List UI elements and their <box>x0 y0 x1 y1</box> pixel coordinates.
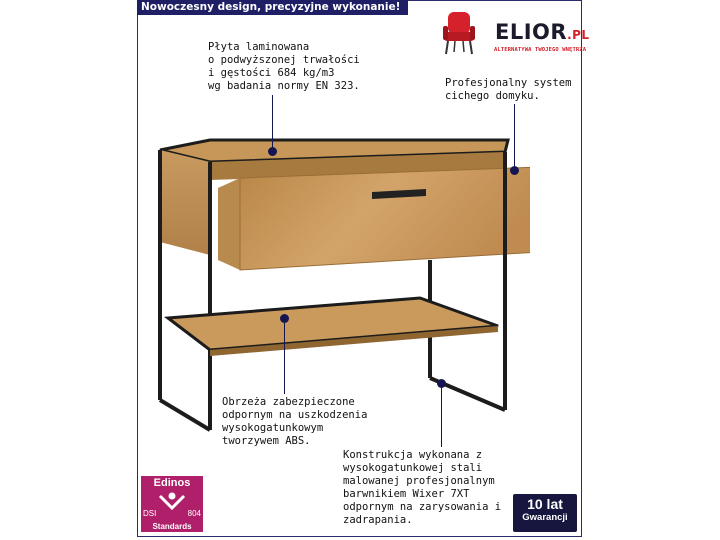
pointer-drawer-line <box>514 104 515 166</box>
warranty-label: Gwarancji <box>522 512 568 523</box>
pointer-drawer-dot <box>510 166 519 175</box>
warranty-years: 10 lat <box>527 496 563 512</box>
edinos-label: Standards <box>152 522 192 531</box>
pointer-board-dot <box>268 147 277 156</box>
edinos-number: 804 <box>187 509 201 518</box>
headline-banner: Nowoczesny design, precyzyjne wykonanie! <box>137 0 408 15</box>
pointer-frame-line <box>441 387 442 447</box>
logo-tagline: ALTERNATYWA TWOJEGO WNĘTRZA <box>494 47 587 53</box>
logo-wordmark: ELIOR.PL <box>495 20 590 44</box>
checkmark-icon <box>157 490 187 510</box>
note-board: Płyta laminowana o podwyższonej trwałości i gęstości 684 kg/m3 wg badania normy EN 323. <box>208 41 360 92</box>
note-edges: Obrzeża zabezpieczone odpornym na uszkodzenia wysokogatunkowym tworzywem ABS. <box>222 396 368 447</box>
note-frame: Konstrukcja wykonana z wysokogatunkowej stali malowanej profesjonalnym barwnikiem Wixer 7XT odpornym na zarysowania i zadrapania. <box>343 449 502 526</box>
edinos-brand: Edinos <box>153 477 191 489</box>
edinos-standards-badge <box>141 476 203 532</box>
warranty-badge <box>513 494 577 532</box>
pointer-board-line <box>272 95 273 150</box>
edinos-dsi: DSI <box>143 509 157 518</box>
pointer-edges-line <box>284 322 285 394</box>
note-drawer: Profesjonalny system cichego domyku. <box>445 77 572 102</box>
